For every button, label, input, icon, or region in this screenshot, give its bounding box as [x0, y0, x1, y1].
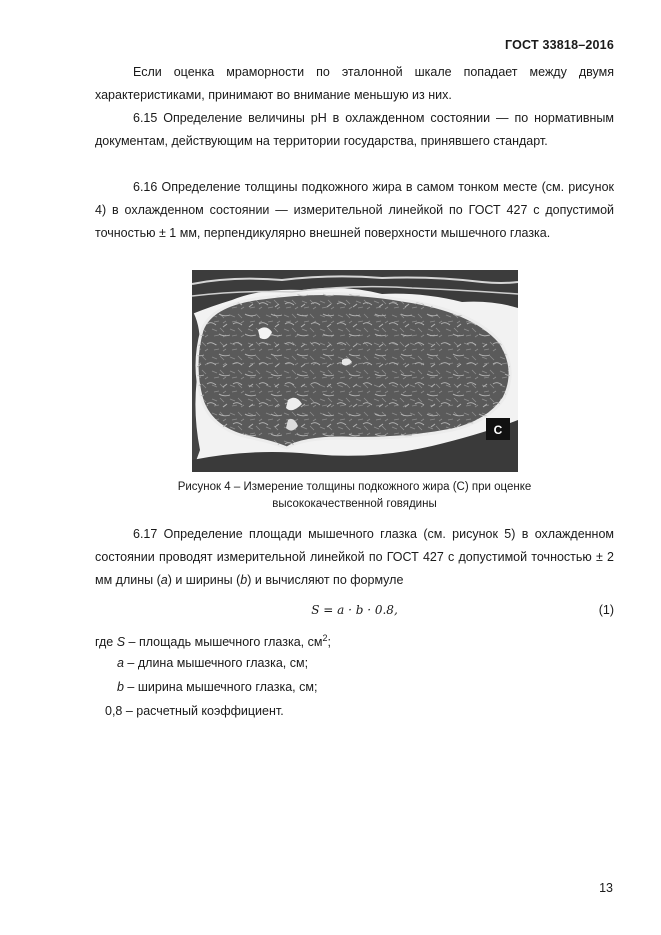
formula-number: (1) [598, 603, 614, 617]
legend-a-text: – длина мышечного глазка, см; [123, 656, 309, 670]
figure-ribeye-photo [192, 270, 518, 472]
formula-1 [95, 599, 614, 622]
legend-row-b [117, 675, 317, 699]
marker-label: C [493, 423, 503, 437]
caption-line-2: высококачественной говядины [272, 498, 437, 510]
legend-row-coef [105, 699, 284, 723]
legend-a-symbol: a [117, 656, 124, 670]
legend-s-prefix: где [95, 635, 117, 650]
legend-b-text: – ширина мышечного глазка, см; [123, 680, 318, 694]
paragraph-marbling-note: Если оценка мраморности по эталонной шкале попадает между двумя характеристиками, принимают во внимание меньшую из них. [95, 65, 614, 102]
legend-s-symbol: S [116, 635, 126, 650]
legend-b-symbol: b [117, 680, 124, 694]
ribeye-image [192, 270, 518, 472]
paragraph-6-16: 6.16 Определение толщины подкожного жира в самом тонком месте (см. рисунок 4) в охлажденном состоянии — измерительной линейкой по ГОСТ 427 с допустимой точностью ± 1 мм, перпендикулярно внешней поверхности мышечного глазка. [95, 180, 614, 240]
paragraph-6-15: 6.15 Определение величины pH в охлажденном состоянии — по нормативным документам, действующим на территории государства, принявшего стандарт. [95, 111, 614, 148]
p4-symbol-b: b [240, 573, 248, 587]
legend-s-text: – площадь мышечного глазка, см [125, 635, 323, 650]
caption-line-1: Рисунок 4 – Измерение толщины подкожного жира (С) при оценке [177, 481, 532, 493]
legend-coef-text: 0,8 – расчетный коэффициент. [105, 704, 284, 718]
p4-text-2: ) и ширины ( [167, 573, 241, 587]
legend-row-s [95, 626, 331, 654]
legend-s-sup: 2 [322, 633, 328, 643]
figure-caption [95, 479, 614, 513]
p4-text-3: ) и вычисляют по формуле [247, 573, 404, 587]
p4-symbol-a: a [160, 573, 168, 587]
page-number: 13 [599, 881, 613, 895]
paragraph-6-17 [95, 523, 614, 592]
p4-text-1: 6.17 Определение площади мышечного глазка (см. рисунок 5) в охлажденном состоянии проводят измерительной линейкой по ГОСТ 427 с допустимой точностью ± 2 мм длины ( [95, 527, 614, 587]
document-header: ГОСТ 33818–2016 [505, 38, 614, 52]
formula-expression: S = a · b · 0.8, [311, 603, 398, 617]
legend-s-end: ; [327, 635, 331, 650]
legend-row-a [117, 651, 308, 675]
